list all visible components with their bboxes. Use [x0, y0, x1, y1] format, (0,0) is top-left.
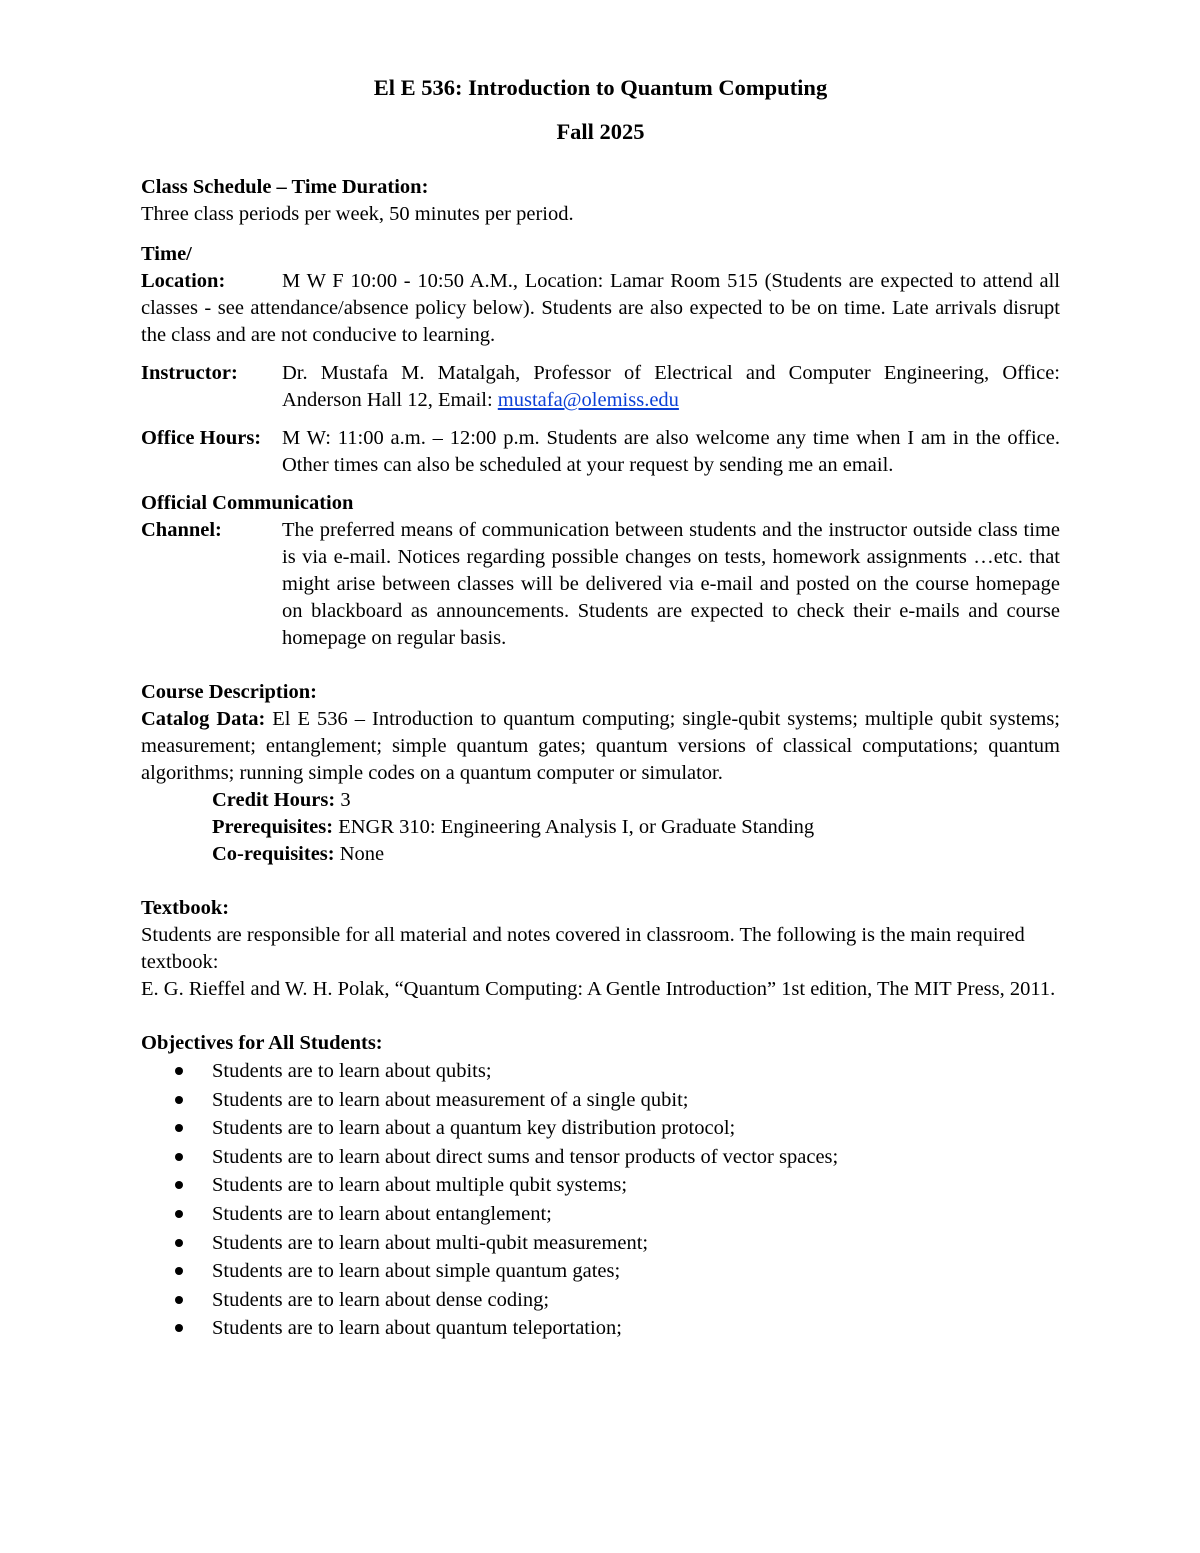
catalog-data-label: Catalog Data:: [141, 708, 266, 730]
prerequisites: [141, 814, 1060, 841]
objective-text: Students are to learn about measurement of a single qubit;: [212, 1088, 689, 1111]
textbook-intro: Students are responsible for all material and notes covered in classroom. The following is the main required textbook:: [141, 924, 1025, 973]
office-hours-value: M W: 11:00 a.m. – 12:00 p.m. Students are also welcome any time when I am in the office. Other times can also be scheduled at your request by sending me an email.: [282, 427, 1060, 476]
credit-hours-label: Credit Hours:: [212, 789, 336, 811]
communication-row: [141, 517, 1060, 652]
list-item: [141, 1257, 1060, 1286]
catalog-data: [141, 706, 1060, 787]
list-item: [141, 1114, 1060, 1143]
instructor-label: Instructor:: [141, 362, 238, 384]
page-term: Fall 2025: [556, 119, 645, 144]
bullet-icon: [175, 1296, 183, 1304]
bullet-icon: [175, 1153, 183, 1161]
credit-hours: [141, 787, 1060, 814]
syllabus-page: [141, 72, 1060, 1343]
instructor-text: Dr. Mustafa M. Matalgah, Professor of Electrical and Computer Engineering, Office: Anderson Hall 12, Email:: [282, 362, 1060, 411]
bullet-icon: [175, 1267, 183, 1275]
list-item: [141, 1171, 1060, 1200]
textbook-citation: E. G. Rieffel and W. H. Polak, “Quantum Computing: A Gentle Introduction” 1st edition, The MIT Press, 2011.: [141, 978, 1056, 1000]
schedule-heading: Class Schedule – Time Duration:: [141, 176, 429, 198]
objective-text: Students are to learn about quantum teleportation;: [212, 1317, 622, 1340]
objectives-heading: Objectives for All Students:: [141, 1032, 383, 1054]
objective-text: Students are to learn about a quantum key distribution protocol;: [212, 1117, 736, 1140]
office-hours-label: Office Hours:: [141, 427, 262, 449]
prerequisites-label: Prerequisites:: [212, 816, 334, 838]
objective-text: Students are to learn about multiple qubit systems;: [212, 1174, 628, 1197]
schedule-text: Three class periods per week, 50 minutes per period.: [141, 203, 574, 225]
time-location-value: M W F 10:00 - 10:50 A.M., Location: Lamar Room 515 (Students are expected to attend all classes - see attendance/absence policy below). Students are also expected to be on time. Late arrivals disrupt the class and are not conducive to learning.: [141, 270, 1060, 346]
list-item: [141, 1143, 1060, 1172]
objective-text: Students are to learn about dense coding;: [212, 1288, 550, 1311]
bullet-icon: [175, 1239, 183, 1247]
objective-text: Students are to learn about qubits;: [212, 1060, 492, 1082]
list-item: [141, 1314, 1060, 1343]
bullet-icon: [175, 1096, 183, 1104]
corequisites-label: Co-requisites:: [212, 843, 335, 865]
time-location-label-line1: Time/: [141, 243, 192, 265]
time-location-text: [141, 268, 1060, 349]
textbook-heading: Textbook:: [141, 897, 230, 919]
instructor-row: [141, 360, 1060, 414]
communication-label-line1: Official Communication: [141, 492, 354, 514]
bullet-icon: [175, 1181, 183, 1189]
corequisites-value: None: [339, 843, 385, 865]
time-location-block: [141, 268, 1060, 349]
time-location-label-line2: Location:: [141, 270, 226, 292]
credit-hours-value: 3: [340, 789, 351, 811]
list-item: [141, 1229, 1060, 1258]
objectives-list: [141, 1057, 1060, 1343]
prerequisites-value: ENGR 310: Engineering Analysis I, or Graduate Standing: [338, 816, 815, 838]
bullet-icon: [175, 1210, 183, 1218]
list-item: [141, 1057, 1060, 1086]
objective-text: Students are to learn about direct sums and tensor products of vector spaces;: [212, 1145, 839, 1168]
instructor-value: [282, 360, 1060, 414]
bullet-icon: [175, 1067, 183, 1075]
catalog-data-text: El E 536 – Introduction to quantum computing; single-qubit systems; multiple qubit systems; measurement; entanglement; simple quantum gates; quantum versions of classical computations; quantum algorithms; running simple codes on a quantum computer or simulator.: [141, 708, 1060, 784]
list-item: [141, 1286, 1060, 1315]
office-hours-row: [141, 425, 1060, 479]
objective-text: Students are to learn about multi-qubit measurement;: [212, 1231, 649, 1254]
objective-text: Students are to learn about simple quantum gates;: [212, 1260, 621, 1283]
communication-value: The preferred means of communication between students and the instructor outside class time is via e-mail. Notices regarding possible changes on tests, homework assignments …etc. that might arise between classes will be delivered via e-mail and posted on the course homepage on blackboard as announcements. Students are expected to check their e-mails and course homepage on regular basis.: [282, 519, 1060, 649]
page-title: El E 536: Introduction to Quantum Computing: [373, 75, 828, 100]
list-item: [141, 1200, 1060, 1229]
bullet-icon: [175, 1124, 183, 1132]
list-item: [141, 1086, 1060, 1115]
instructor-email-link[interactable]: mustafa@olemiss.edu: [497, 389, 679, 411]
corequisites: [141, 841, 1060, 868]
objective-text: Students are to learn about entanglement;: [212, 1202, 552, 1225]
bullet-icon: [175, 1324, 183, 1332]
course-description-heading: Course Description:: [141, 681, 317, 703]
communication-label-line2: Channel:: [141, 519, 222, 541]
